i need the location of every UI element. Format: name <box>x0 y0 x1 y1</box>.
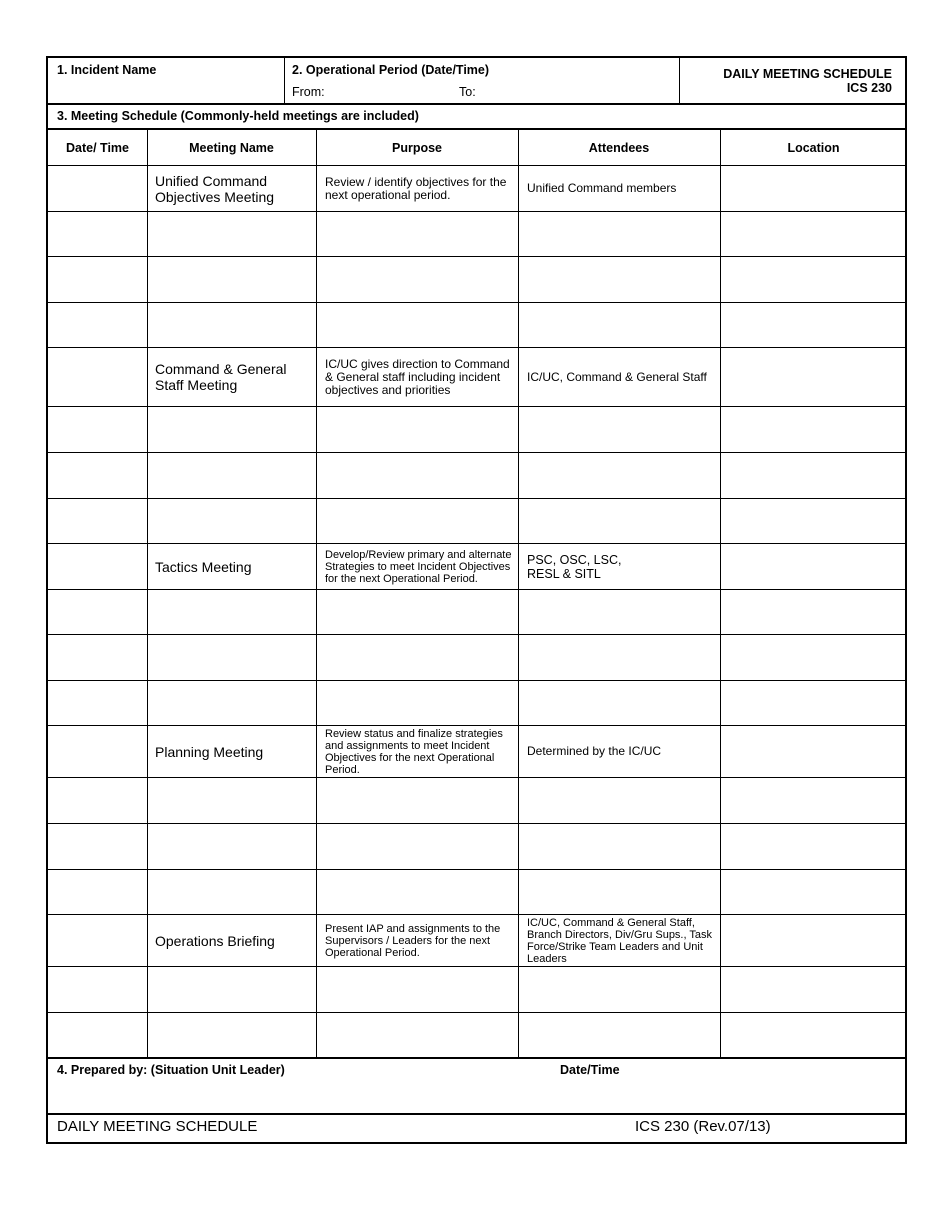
form-title <box>688 67 892 95</box>
attendees-input-cell[interactable] <box>520 591 719 633</box>
location-input-cell[interactable] <box>722 871 906 913</box>
footer-form-revision: ICS 230 (Rev.07/13) <box>635 1118 771 1135</box>
row-divider <box>48 256 905 257</box>
footer-form-title: DAILY MEETING SCHEDULE <box>57 1118 258 1135</box>
date-time-input-cell[interactable] <box>50 916 146 965</box>
meeting-attendees-cell: IC/UC, Command & General Staff <box>527 369 707 384</box>
location-input-cell[interactable] <box>722 349 906 405</box>
prepared-date-time-label: Date/Time <box>560 1063 620 1077</box>
attendees-input-cell[interactable] <box>520 408 719 451</box>
header-divider-1 <box>284 58 285 103</box>
date-time-input-cell[interactable] <box>50 545 146 588</box>
meeting-purpose-cell: IC/UC gives direction to Command & General staff including incident objectives and priorities <box>325 356 510 397</box>
date-time-input-cell[interactable] <box>50 727 146 776</box>
meeting-purpose-cell: Present IAP and assignments to the Supervisors / Leaders for the next Operational Period. <box>325 922 501 959</box>
form-code: ICS 230 <box>846 81 892 95</box>
from-field[interactable] <box>330 82 450 100</box>
purpose-input-cell[interactable] <box>318 636 517 679</box>
date-time-input-cell[interactable] <box>50 213 146 255</box>
date-time-input-cell[interactable] <box>50 825 146 868</box>
meeting-name-cell: Unified Command Objectives Meeting <box>155 172 275 205</box>
date-time-input-cell[interactable] <box>50 636 146 679</box>
purpose-input-cell[interactable] <box>318 500 517 542</box>
meeting-name-cell: Command & General Staff Meeting <box>155 361 287 393</box>
purpose-input-cell[interactable] <box>318 825 517 868</box>
purpose-input-cell[interactable] <box>318 779 517 822</box>
purpose-input-cell[interactable] <box>318 871 517 913</box>
location-input-cell[interactable] <box>722 825 906 868</box>
row-divider <box>48 869 905 870</box>
to-label: To: <box>459 85 476 99</box>
meeting-name-input-cell[interactable] <box>149 500 315 542</box>
row-divider <box>48 589 905 590</box>
row-divider <box>48 634 905 635</box>
row-divider <box>48 452 905 453</box>
incident-name-label: 1. Incident Name <box>57 63 157 77</box>
meeting-name-input-cell[interactable] <box>149 213 315 255</box>
location-input-cell[interactable] <box>722 213 906 255</box>
meeting-name-input-cell[interactable] <box>149 871 315 913</box>
row-divider <box>48 966 905 967</box>
meeting-name-input-cell[interactable] <box>149 304 315 346</box>
purpose-input-cell[interactable] <box>318 591 517 633</box>
location-input-cell[interactable] <box>722 258 906 301</box>
meeting-schedule-label: 3. Meeting Schedule (Commonly-held meetings are included) <box>57 109 419 123</box>
column-header-date-time: Date/ Time <box>66 141 129 155</box>
column-header-location: Location <box>787 141 840 155</box>
table-bottom-rule <box>48 1057 905 1059</box>
operational-period-label: 2. Operational Period (Date/Time) <box>292 63 490 77</box>
location-input-cell[interactable] <box>722 545 906 588</box>
meeting-purpose-cell: Review / identify objectives for the next operational period. <box>325 174 507 202</box>
from-label: From: <box>292 85 325 99</box>
meeting-name-input-cell[interactable] <box>149 825 315 868</box>
meeting-name-input-cell[interactable] <box>149 454 315 497</box>
purpose-input-cell[interactable] <box>318 304 517 346</box>
purpose-input-cell[interactable] <box>318 408 517 451</box>
ics-230-form <box>46 56 907 1144</box>
meeting-name-cell: Planning Meeting <box>155 743 264 760</box>
location-input-cell[interactable] <box>722 636 906 679</box>
attendees-input-cell[interactable] <box>520 213 719 255</box>
attendees-input-cell[interactable] <box>520 682 719 724</box>
meeting-name-input-cell[interactable] <box>149 408 315 451</box>
attendees-input-cell[interactable] <box>520 779 719 822</box>
purpose-input-cell[interactable] <box>318 258 517 301</box>
location-input-cell[interactable] <box>722 682 906 724</box>
meeting-name-input-cell[interactable] <box>149 968 315 1011</box>
row-divider <box>48 498 905 499</box>
meeting-name-input-cell[interactable] <box>149 682 315 724</box>
meeting-name-input-cell[interactable] <box>149 636 315 679</box>
header-divider-2 <box>679 58 680 103</box>
meeting-purpose-cell: Develop/Review primary and alternate Strategies to meet Incident Objectives for the next Operational Period. <box>325 548 512 585</box>
header-bottom-rule <box>48 103 905 105</box>
incident-name-field[interactable] <box>50 80 282 101</box>
attendees-input-cell[interactable] <box>520 500 719 542</box>
column-divider <box>316 128 317 1058</box>
column-divider <box>147 128 148 1058</box>
column-header-meeting-name: Meeting Name <box>189 141 274 155</box>
attendees-input-cell[interactable] <box>520 304 719 346</box>
row-divider <box>48 823 905 824</box>
attendees-input-cell[interactable] <box>520 454 719 497</box>
row-divider <box>48 406 905 407</box>
date-time-input-cell[interactable] <box>50 779 146 822</box>
purpose-input-cell[interactable] <box>318 213 517 255</box>
column-header-attendees: Attendees <box>588 141 650 155</box>
row-divider <box>48 302 905 303</box>
date-time-input-cell[interactable] <box>50 1014 146 1056</box>
meeting-name-cell: Operations Briefing <box>155 932 275 949</box>
to-field[interactable] <box>481 82 671 100</box>
attendees-input-cell[interactable] <box>520 825 719 868</box>
date-time-input-cell[interactable] <box>50 968 146 1011</box>
date-time-input-cell[interactable] <box>50 304 146 346</box>
location-input-cell[interactable] <box>722 727 906 776</box>
footer-rule <box>48 1113 905 1115</box>
attendees-input-cell[interactable] <box>520 871 719 913</box>
meeting-attendees-cell: IC/UC, Command & General Staff, Branch Directors, Div/Gru Sups., Task Force/Strike Team Leaders and Unit Leaders <box>527 916 713 965</box>
date-time-input-cell[interactable] <box>50 871 146 913</box>
form-title-text: DAILY MEETING SCHEDULE <box>723 67 892 81</box>
meeting-name-input-cell[interactable] <box>149 591 315 633</box>
date-time-input-cell[interactable] <box>50 682 146 724</box>
location-input-cell[interactable] <box>722 968 906 1011</box>
purpose-input-cell[interactable] <box>318 454 517 497</box>
row-divider <box>48 1012 905 1013</box>
attendees-input-cell[interactable] <box>520 1014 719 1056</box>
meeting-name-input-cell[interactable] <box>149 258 315 301</box>
purpose-input-cell[interactable] <box>318 682 517 724</box>
date-time-input-cell[interactable] <box>50 258 146 301</box>
attendees-input-cell[interactable] <box>520 636 719 679</box>
date-time-input-cell[interactable] <box>50 408 146 451</box>
date-time-input-cell[interactable] <box>50 591 146 633</box>
location-input-cell[interactable] <box>722 500 906 542</box>
meeting-name-cell: Tactics Meeting <box>155 558 252 575</box>
location-input-cell[interactable] <box>722 454 906 497</box>
date-time-input-cell[interactable] <box>50 167 146 210</box>
meeting-name-input-cell[interactable] <box>149 1014 315 1056</box>
attendees-input-cell[interactable] <box>520 258 719 301</box>
prepared-by-label: 4. Prepared by: (Situation Unit Leader) <box>57 1063 285 1077</box>
location-input-cell[interactable] <box>722 779 906 822</box>
meeting-name-input-cell[interactable] <box>149 779 315 822</box>
purpose-input-cell[interactable] <box>318 1014 517 1056</box>
row-divider <box>48 211 905 212</box>
column-header-purpose: Purpose <box>391 141 442 155</box>
meeting-attendees-cell: Unified Command members <box>527 181 677 195</box>
row-divider <box>48 680 905 681</box>
meeting-purpose-cell: Review status and finalize strategies and assignments to meet Incident Objectives for the next Operational Period. <box>325 727 503 776</box>
date-time-input-cell[interactable] <box>50 454 146 497</box>
prepared-date-time-field[interactable] <box>560 1080 900 1110</box>
location-input-cell[interactable] <box>722 167 906 210</box>
location-input-cell[interactable] <box>722 408 906 451</box>
date-time-input-cell[interactable] <box>50 349 146 405</box>
prepared-by-field[interactable] <box>57 1080 537 1110</box>
meeting-attendees-cell: Determined by the IC/UC <box>527 744 662 758</box>
location-input-cell[interactable] <box>722 916 906 965</box>
location-input-cell[interactable] <box>722 1014 906 1056</box>
purpose-input-cell[interactable] <box>318 968 517 1011</box>
column-divider <box>518 128 519 1058</box>
meeting-attendees-cell: PSC, OSC, LSC, RESL & SITL <box>527 552 622 581</box>
attendees-input-cell[interactable] <box>520 968 719 1011</box>
location-input-cell[interactable] <box>722 304 906 346</box>
date-time-input-cell[interactable] <box>50 500 146 542</box>
row-divider <box>48 777 905 778</box>
location-input-cell[interactable] <box>722 591 906 633</box>
